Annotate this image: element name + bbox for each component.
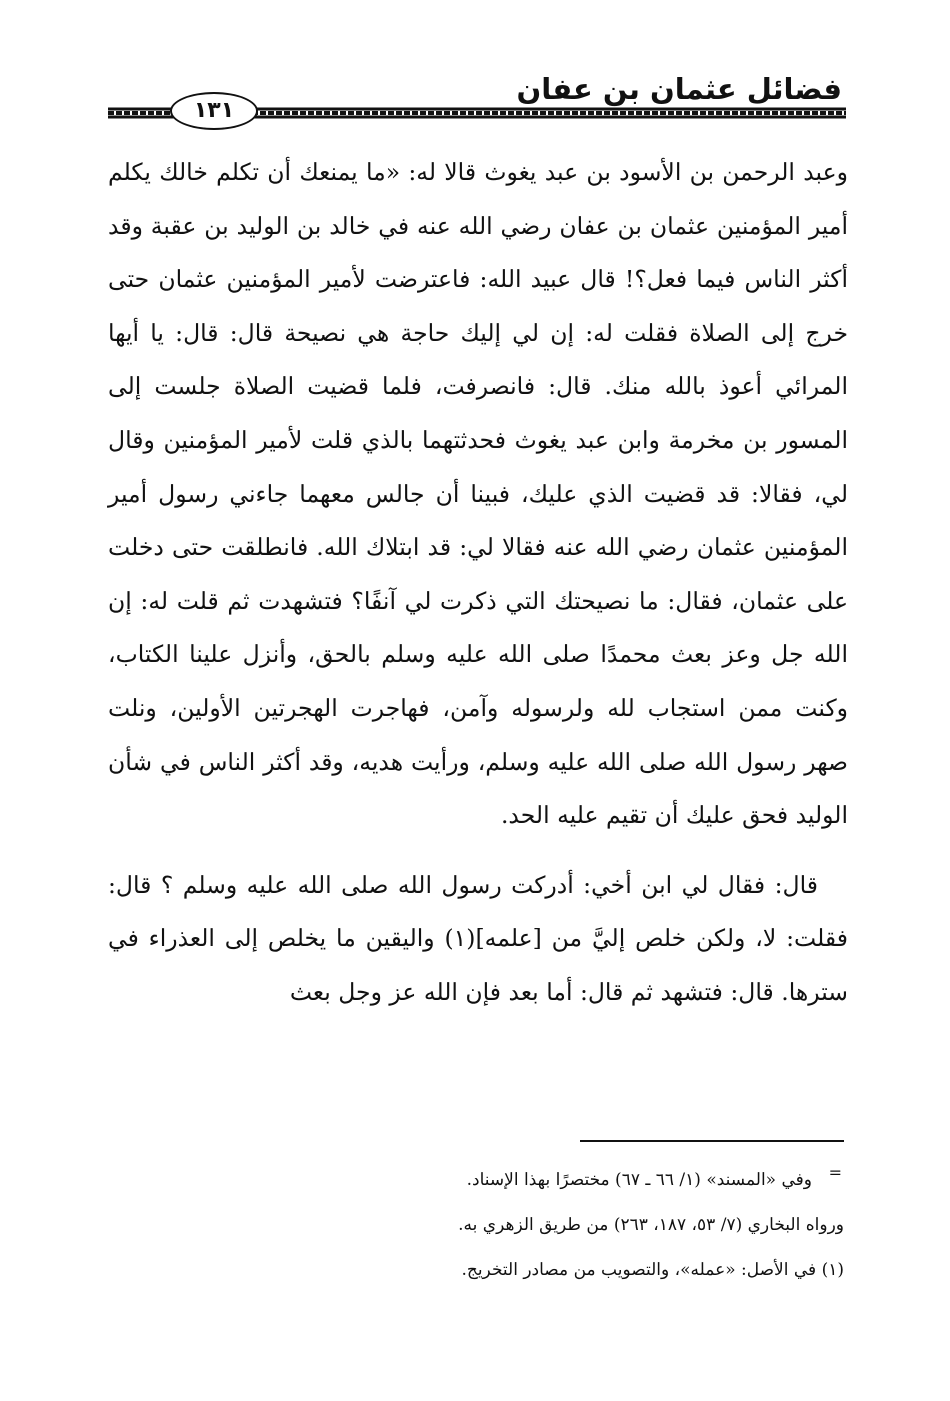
footnote-1: (١) في الأصل: «عمله»، والتصويب من مصادر التخريج. (461, 1260, 844, 1280)
continuation-mark: = (828, 1163, 842, 1182)
page-number: ١٣١ (170, 92, 258, 130)
paragraph-1: وعبد الرحمن بن الأسود بن عبد يغوث قالا له: «ما يمنعك أن تكلم خالك يكلم أمير المؤمنين عثمان بن عفان رضي الله عنه في خالد بن الوليد بن عقبة وقد أكثر الناس فيما فعل؟! قال عبيد الله: فاعترضت لأمير المؤمنين عثمان حتى خرج إلى الصلاة فقلت له: إن لي إليك حاجة هي نصيحة قال: قال: يا أيها المرائي أعوذ بالله منك. قال: فانصرفت، فلما قضيت الصلاة جلست إلى المسور بن مخرمة وابن عبد يغوث فحدثتهما بالذي قلت لأمير المؤمنين وقال لي، فقالا: قد قضيت الذي عليك، فبينا أن جالس معهما جاءني رسول أمير المؤمنين عثمان رضي الله عنه فقالا لي: قد ابتلاك الله. فانطلقت حتى دخلت على عثمان، فقال: ما نصيحتك التي ذكرت لي آنفًا؟ فتشهدت ثم قلت له: إن الله جل وعز بعث محمدًا صلى الله عليه وسلم بالحق، وأنزل علينا الكتاب، وكنت ممن استجاب لله ولرسوله وآمن، فهاجرت الهجرتين الأولين، ونلت صهر رسول الله صلى الله عليه وسلم، ورأيت هديه، وقد أكثر الناس في شأن الوليد فحق عليك أن تقيم عليه الحد. (108, 158, 848, 830)
paragraph-2: قال: فقال لي ابن أخي: أدركت رسول الله صلى الله عليه وسلم ؟ قال: فقلت: لا، ولكن خلص إليَّ من [علمه](١) واليقين ما يخلص إلى العذراء في سترها. قال: فتشهد ثم قال: أما بعد فإن الله عز وجل بعث (108, 870, 848, 1006)
main-text (108, 146, 848, 1020)
footnote-line-2: ورواه البخاري (٧/ ٥٣، ١٨٧، ٢٦٣) من طريق الزهري به. (458, 1215, 844, 1235)
header-title: فضائل عثمان بن عفان (516, 72, 842, 106)
footnote-separator (580, 1140, 844, 1142)
footnote-line-1: وفي «المسند» (١/ ٦٦ ـ ٦٧) مختصرًا بهذا الإسناد. (466, 1170, 812, 1190)
footnote-continuation (108, 1158, 848, 1203)
footnotes (108, 1158, 848, 1293)
